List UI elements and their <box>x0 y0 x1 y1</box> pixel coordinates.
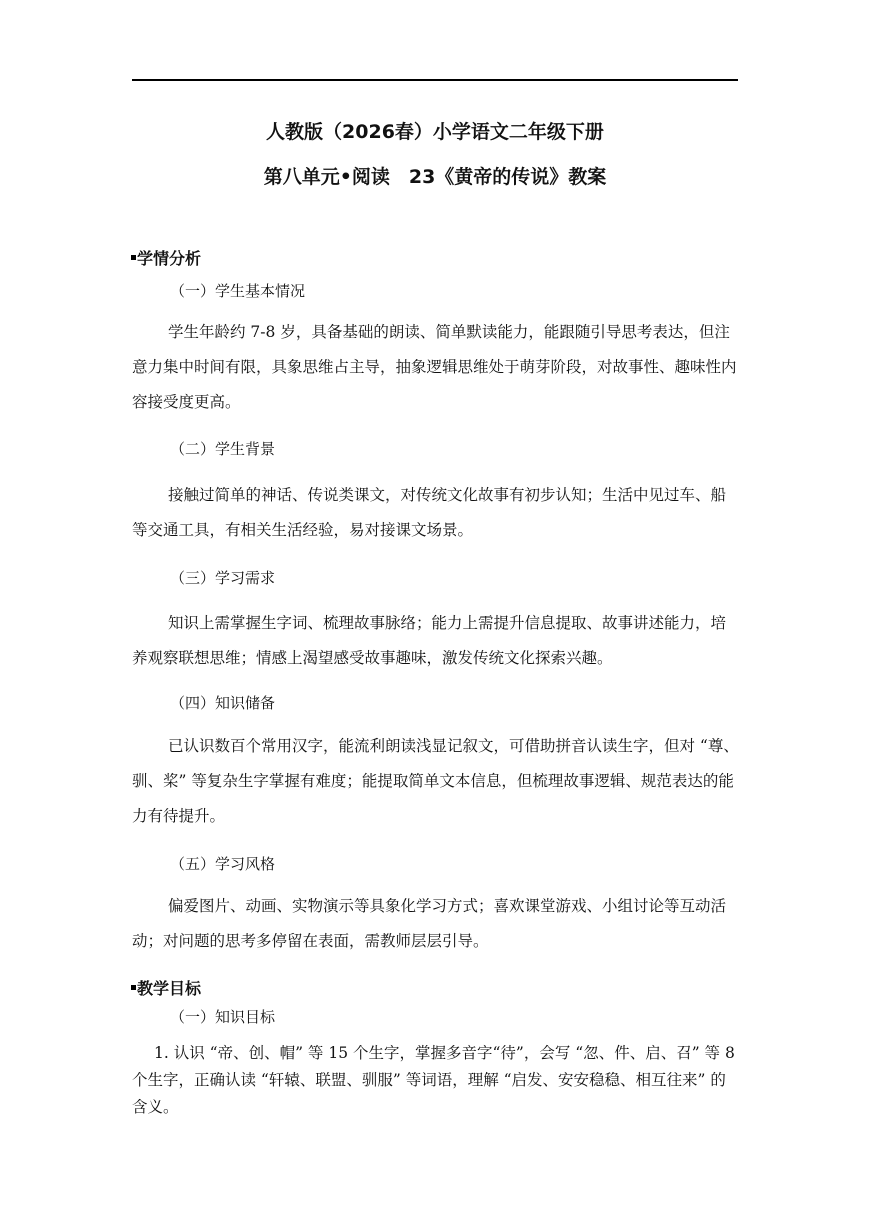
subheading-learning-needs: （三）学习需求 <box>170 569 276 587</box>
subheading-learning-style: （五）学习风格 <box>170 855 276 873</box>
subheading-background: （二）学生背景 <box>170 440 276 458</box>
bullet-square-icon <box>131 255 136 260</box>
paragraph-knowledge-goals: 1. 认识 “帝、创、帽” 等 15 个生字，掌握多音字“待”，会写 “忽、件、启、召” 等 8 个生字，正确认读 “轩辕、联盟、驯服” 等词语，理解 “启发、安安稳稳、相互往来” 的含义。 <box>132 1044 735 1116</box>
document-subtitle: 第八单元•阅读 23《黄帝的传说》教案 <box>263 166 607 188</box>
section-heading-analysis: 学情分析 <box>131 246 201 269</box>
header-rule <box>132 79 738 81</box>
paragraph-knowledge-reserve: 已认识数百个常用汉字，能流利朗读浅显记叙文，可借助拼音认读生字，但对 “尊、驯、桨” 等复杂生字掌握有难度；能提取简单文本信息，但梳理故事逻辑、规范表达的能力有待提升。 <box>132 737 739 825</box>
subheading-knowledge-reserve: （四）知识储备 <box>170 694 276 712</box>
subheading-basic-situation: （一）学生基本情况 <box>170 282 306 300</box>
document-title: 人教版（2026春）小学语文二年级下册 <box>266 121 604 143</box>
subheading-knowledge-goals: （一）知识目标 <box>170 1008 276 1026</box>
paragraph-learning-style: 偏爱图片、动画、实物演示等具象化学习方式；喜欢课堂游戏、小组讨论等互动活动；对问题的思考多停留在表面，需教师层层引导。 <box>132 897 727 950</box>
paragraph-background: 接触过简单的神话、传说类课文，对传统文化故事有初步认知；生活中见过车、船等交通工具，有相关生活经验，易对接课文场景。 <box>132 486 727 539</box>
bullet-square-icon <box>131 985 136 990</box>
paragraph-learning-needs: 知识上需掌握生字词、梳理故事脉络；能力上需提升信息提取、故事讲述能力，培养观察联想思维；情感上渴望感受故事趣味，激发传统文化探索兴趣。 <box>132 614 727 667</box>
section-heading-goals: 教学目标 <box>131 976 201 999</box>
paragraph-basic-situation: 学生年龄约 7-8 岁，具备基础的朗读、简单默读能力，能跟随引导思考表达，但注意力集中时间有限，具象思维占主导，抽象逻辑思维处于萌芽阶段，对故事性、趣味性内容接受度更高。 <box>132 323 737 411</box>
